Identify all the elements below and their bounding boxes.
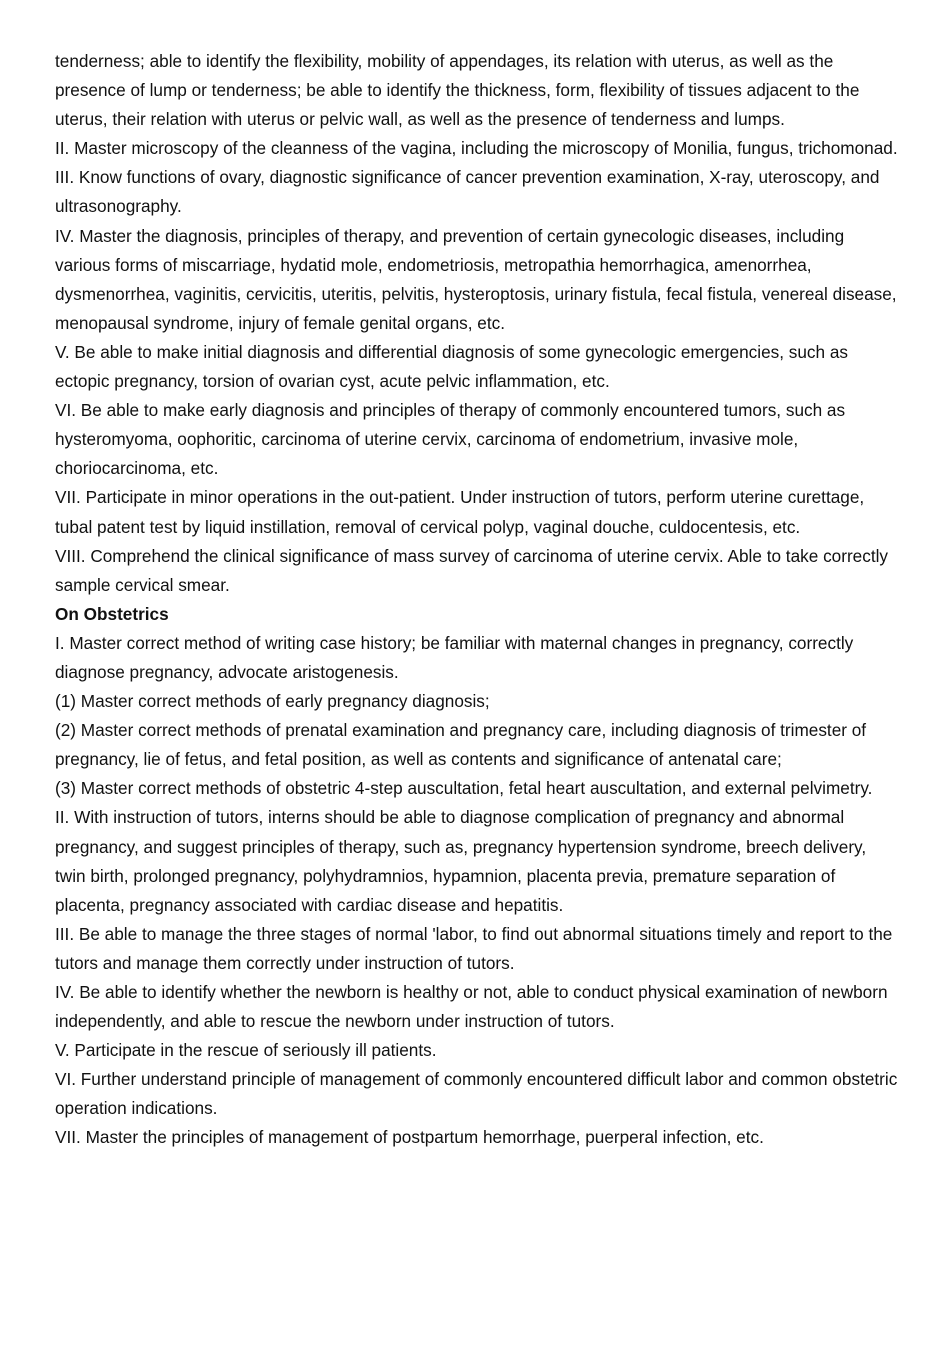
paragraph-gyn-5: V. Be able to make initial diagnosis and differential diagnosis of some gynecologic emergencies, such as ectopic pregnancy, torsion of ovarian cyst, acute pelvic inflammation, etc. [55, 341, 849, 392]
paragraph-tenderness: tenderness; able to identify the flexibility, mobility of appendages, its relation with uterus, as well as the presence of lump or tenderness; be able to identify the thickness, form, flexibility of tissues adjacent to the uterus, their relation with uterus or pelvic wall, as well as the presence of tenderness and lumps. [55, 51, 860, 130]
paragraph-gyn-6: VI. Be able to make early diagnosis and principles of therapy of commonly encountered tumors, such as hysteromyoma, oophoritic, carcinoma of uterine cervix, carcinoma of endometrium, invasive mole, choriocarcinoma, etc. [55, 400, 846, 479]
paragraph-gyn-2: II. Master microscopy of the cleanness of the vagina, including the microscopy of Monilia, fungus, trichomonad. [55, 138, 898, 159]
paragraph-obs-1-2: (2) Master correct methods of prenatal examination and pregnancy care, including diagnosis of trimester of pregnancy, lie of fetus, and fetal position, as well as contents and significance of antenatal care; [55, 720, 867, 770]
paragraph-obs-6: VI. Further understand principle of management of commonly encountered difficult labor and common obstetric operation indications. [55, 1069, 898, 1119]
paragraph-obs-4: IV. Be able to identify whether the newborn is healthy or not, able to conduct physical examination of newborn independently, and able to rescue the newborn under instruction of tutors. [55, 982, 888, 1032]
paragraph-gyn-7: VII. Participate in minor operations in the out-patient. Under instruction of tutors, perform uterine curettage, tubal patent test by liquid instillation, removal of cervical polyp, vaginal douche, culdocentesis, etc. [55, 487, 865, 537]
document-page [55, 47, 900, 1153]
section-heading-obstetrics: On Obstetrics [55, 603, 169, 624]
paragraph-obs-1: I. Master correct method of writing case history; be familiar with maternal changes in pregnancy, correctly diagnose pregnancy, advocate aristogenesis. [55, 632, 854, 682]
paragraph-obs-1-1: (1) Master correct methods of early pregnancy diagnosis; [55, 691, 490, 712]
paragraph-gyn-8: VIII. Comprehend the clinical significance of mass survey of carcinoma of uterine cervix. Able to take correctly sample cervical smear. [55, 545, 889, 595]
paragraph-obs-7: VII. Master the principles of management of postpartum hemorrhage, puerperal infection, etc. [55, 1127, 764, 1148]
paragraph-obs-1-3: (3) Master correct methods of obstetric 4-step auscultation, fetal heart auscultation, and external pelvimetry. [55, 778, 873, 799]
paragraph-gyn-3: III. Know functions of ovary, diagnostic significance of cancer prevention examination, X-ray, uteroscopy, and ultrasonography. [55, 167, 880, 217]
paragraph-obs-2: II. With instruction of tutors, interns should be able to diagnose complication of pregnancy and abnormal pregnancy, and suggest principles of therapy, such as, pregnancy hypertension syndrome, breech delivery, twin birth, prolonged pregnancy, polyhydramnios, hypamnion, placenta previa, premature separation of placenta, pregnancy associated with cardiac disease and hepatitis. [55, 807, 867, 915]
paragraph-gyn-4: IV. Master the diagnosis, principles of therapy, and prevention of certain gynecologic diseases, including various forms of miscarriage, hydatid mole, endometriosis, metropathia hemorrhagica, amenorrhea, dysmenorrhea, vaginitis, cervicitis, uteritis, pelvitis, hysteroptosis, urinary fistula, fecal fistula, venereal disease, menopausal syndrome, injury of female genital organs, etc. [55, 225, 897, 333]
paragraph-obs-3: III. Be able to manage the three stages of normal 'labor, to find out abnormal situations timely and report to the tutors and manage them correctly under instruction of tutors. [55, 923, 893, 973]
paragraph-obs-5: V. Participate in the rescue of seriously ill patients. [55, 1040, 437, 1061]
